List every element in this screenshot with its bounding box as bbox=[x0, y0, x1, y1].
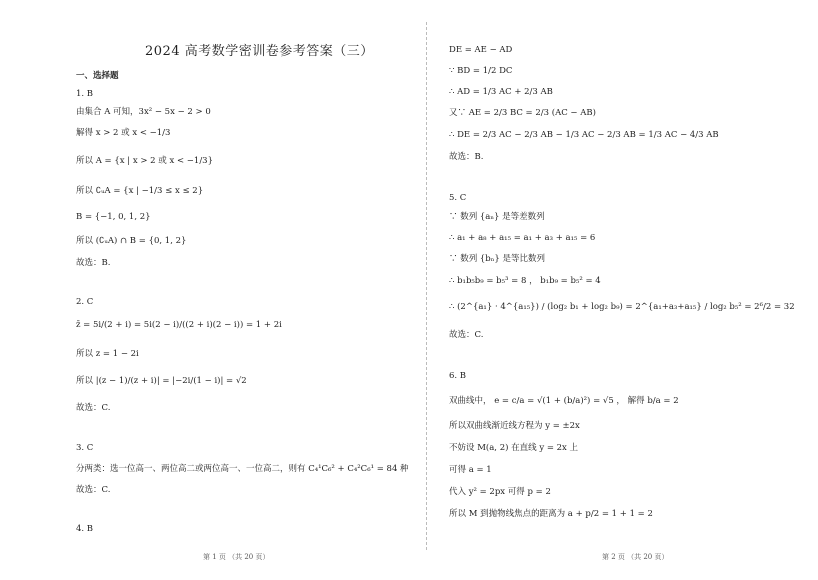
answer-1-line: 由集合 A 可知，3x² − 5x − 2 > 0 bbox=[76, 107, 211, 117]
answer-1-line: 解得 x > 2 或 x < −1/3 bbox=[76, 128, 171, 138]
answer-3-choice: 故选：C. bbox=[76, 485, 111, 495]
answer-1-header: 1. B bbox=[76, 89, 94, 99]
answer-4-line: DE = AE − AD bbox=[449, 45, 513, 55]
answer-5-line: ∵ 数列 {bₙ} 是等比数列 bbox=[449, 254, 546, 264]
page-footer: 第 1 页 （共 20 页） bbox=[203, 553, 270, 561]
answer-6-header: 6. B bbox=[449, 371, 467, 381]
answer-2-line: z̄ = 5i/(2 + i) = 5i(2 − i)/((2 + i)(2 − i)) = 1 + 2i bbox=[76, 320, 282, 330]
answer-6-line: 所以 M 到抛物线焦点的距离为 a + p/2 = 1 + 1 = 2 bbox=[449, 509, 653, 519]
answer-2-line: 所以 |(z − 1)/(z + i)| = |−2i/(1 − i)| = √2 bbox=[76, 376, 247, 386]
section-heading: 一、选择题 bbox=[76, 71, 119, 81]
answer-4-line: 又∵ AE = 2/3 BC = 2/3 (AC − AB) bbox=[449, 108, 596, 118]
answer-4-choice: 故选：B. bbox=[449, 152, 484, 162]
answer-1-line: 所以 ∁ᵤA = {x | −1/3 ≤ x ≤ 2} bbox=[76, 186, 204, 196]
answer-4-line: ∴ DE = 2/3 AC − 2/3 AB − 1/3 AC − 2/3 AB = 1/3 AC − 4/3 AB bbox=[449, 130, 719, 140]
page-footer: 第 2 页 （共 20 页） bbox=[602, 553, 669, 561]
answer-5-header: 5. C bbox=[449, 193, 467, 203]
answer-6-line: 代入 y² = 2px 可得 p = 2 bbox=[449, 487, 551, 497]
page-2 bbox=[427, 0, 818, 580]
answer-2-choice: 故选：C. bbox=[76, 403, 111, 413]
answer-4-line: ∴ AD = 1/3 AC + 2/3 AB bbox=[449, 87, 553, 97]
answer-6-line: 所以双曲线渐近线方程为 y = ±2x bbox=[449, 421, 580, 431]
answer-5-choice: 故选：C. bbox=[449, 330, 484, 340]
answer-5-line: ∴ (2^{a₁} · 4^{a₁₅}) / (log₂ b₁ + log₂ b₉) = 2^{a₁+a₃+a₁₅} / log₂ b₅² = 2⁶/2 = 32 bbox=[449, 302, 795, 312]
answer-5-line: ∵ 数列 {aₙ} 是等差数列 bbox=[449, 212, 545, 222]
answer-6-line: 双曲线中， e = c/a = √(1 + (b/a)²) = √5 ， 解得 b/a = 2 bbox=[449, 396, 679, 406]
answer-2-header: 2. C bbox=[76, 297, 94, 307]
answer-6-line: 不妨设 M(a, 2) 在直线 y = 2x 上 bbox=[449, 443, 579, 453]
answer-5-line: ∴ a₁ + a₈ + a₁₅ = a₁ + a₃ + a₁₅ = 6 bbox=[449, 233, 596, 243]
answer-1-line: 所以 A = {x | x > 2 或 x < −1/3} bbox=[76, 156, 213, 166]
answer-1-line: 所以 (∁ᵤA) ∩ B = {0, 1, 2} bbox=[76, 236, 187, 246]
answer-5-line: ∴ b₁b₅b₉ = b₅³ = 8 ， b₁b₉ = b₅² = 4 bbox=[449, 276, 601, 286]
answer-4-header: 4. B bbox=[76, 524, 94, 534]
answer-3-line: 分两类：选一位高一、两位高二或两位高一、一位高二，则有 C₄¹C₆² + C₄²C₆¹ = 84 种 bbox=[76, 464, 409, 474]
answer-1-line: B = {−1, 0, 1, 2} bbox=[76, 212, 151, 222]
answer-1-choice: 故选：B. bbox=[76, 258, 111, 268]
document-title: 2024 高考数学密训卷参考答案（三） bbox=[145, 44, 374, 59]
answer-2-line: 所以 z = 1 − 2i bbox=[76, 349, 139, 359]
answer-6-line: 可得 a = 1 bbox=[449, 465, 492, 475]
answer-3-header: 3. C bbox=[76, 443, 94, 453]
answer-4-line: ∵ BD = 1/2 DC bbox=[449, 66, 513, 76]
